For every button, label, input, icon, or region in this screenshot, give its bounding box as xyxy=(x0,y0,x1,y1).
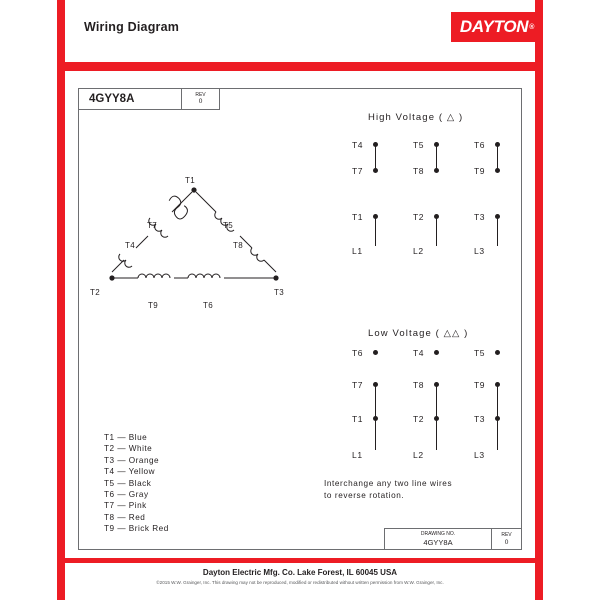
lv-link-t8-t2-l2 xyxy=(436,384,437,450)
legend-item-t3: T3 — Orange xyxy=(104,455,160,465)
hv-link-t3-l3 xyxy=(497,216,498,246)
lv-terminal-t8: T8 xyxy=(413,380,425,390)
hv-line-l2: L2 xyxy=(413,246,424,256)
delta-node-t1: T2 xyxy=(90,288,101,297)
hv-link-t1-l1 xyxy=(375,216,376,246)
hv-terminal-t3: T3 xyxy=(474,212,486,222)
hv-terminal-t5: T5 xyxy=(413,140,425,150)
drawing-number-box xyxy=(384,528,522,550)
hv-terminal-t8: T8 xyxy=(413,166,425,176)
delta-node-t2: T1 xyxy=(185,176,196,185)
part-number-value: 4GYY8A xyxy=(89,93,135,105)
footer-copyright: ©2015 W.W. Grainger, Inc. This drawing may not be reproduced, modified or redistributed without written permission from W.W. Grainger, Inc. xyxy=(156,580,444,585)
part-number-box xyxy=(78,88,220,110)
lv-line-l2: L2 xyxy=(413,450,424,460)
drawing-rev-label: REV xyxy=(501,531,512,538)
low-voltage-title: Low Voltage ( △△ ) xyxy=(368,328,469,339)
legend-item-t5: T5 — Black xyxy=(104,478,152,488)
lv-link-t7-t1-l1 xyxy=(375,384,376,450)
lv-terminal-t3: T3 xyxy=(474,414,486,424)
legend-item-t7: T7 — Pink xyxy=(104,501,147,511)
logo-text: DAYTON xyxy=(459,17,529,36)
left-red-rail xyxy=(57,0,65,600)
lv-terminal-t7: T7 xyxy=(352,380,364,390)
hv-terminal-t9: T9 xyxy=(474,166,486,176)
hv-line-l1: L1 xyxy=(352,246,363,256)
lv-dot-t4 xyxy=(434,350,439,355)
rotation-note-line1: Interchange any two line wires xyxy=(324,479,453,488)
hv-terminal-t6: T6 xyxy=(474,140,486,150)
hv-link-t2-l2 xyxy=(436,216,437,246)
lv-line-l1: L1 xyxy=(352,450,363,460)
lv-terminal-t1: T1 xyxy=(352,414,364,424)
lv-terminal-t5: T5 xyxy=(474,348,486,358)
page-title: Wiring Diagram xyxy=(84,20,180,34)
rev-label: REV xyxy=(195,92,206,98)
drawing-number-rev xyxy=(491,529,521,549)
hv-terminal-t4: T4 xyxy=(352,140,364,150)
delta-coil-t7: T7 xyxy=(147,221,158,230)
delta-node-t3: T3 xyxy=(274,288,285,297)
header-red-bar xyxy=(65,62,535,71)
footer-company: Dayton Electric Mfg. Co. Lake Forest, IL 60045 USA xyxy=(202,568,398,577)
rotation-note xyxy=(324,478,452,501)
lv-dot-t5 xyxy=(495,350,500,355)
lv-terminal-t2: T2 xyxy=(413,414,425,424)
delta-coil-t6: T6 xyxy=(203,301,214,310)
legend-item-t2: T2 — White xyxy=(104,444,153,454)
wire-color-legend xyxy=(104,432,169,535)
hv-line-l3: L3 xyxy=(474,246,485,256)
drawing-number-main xyxy=(385,529,491,549)
delta-coil-t4: T4 xyxy=(125,241,136,250)
dayton-logo xyxy=(451,12,543,42)
lv-dot-t6 xyxy=(373,350,378,355)
legend-item-t6: T6 — Gray xyxy=(104,490,149,500)
delta-coil-t8: T8 xyxy=(233,241,244,250)
legend-item-t1: T1 — Blue xyxy=(104,433,148,442)
hv-link-t5-t8 xyxy=(436,144,437,171)
drawing-number-label: DRAWING NO. xyxy=(420,531,456,537)
rev-value: 0 xyxy=(198,98,203,105)
hv-link-t4-t7 xyxy=(375,144,376,171)
lv-terminal-t6: T6 xyxy=(352,348,364,358)
hv-terminal-t1: T1 xyxy=(352,212,364,222)
hv-link-t6-t9 xyxy=(497,144,498,171)
part-number-rev xyxy=(181,89,219,109)
legend-item-t9: T9 — Brick Red xyxy=(104,524,169,534)
delta-coil-t5: T5 xyxy=(223,221,234,230)
lv-terminal-t9: T9 xyxy=(474,380,486,390)
drawing-number-value: 4GYY8A xyxy=(423,538,453,547)
high-voltage-title: High Voltage ( △ ) xyxy=(368,112,464,123)
rotation-note-line2: to reverse rotation. xyxy=(324,490,405,500)
delta-coil-t9: T9 xyxy=(148,301,159,310)
lv-link-t9-t3-l3 xyxy=(497,384,498,450)
legend-item-t4: T4 — Yellow xyxy=(104,467,156,477)
lv-line-l3: L3 xyxy=(474,450,485,460)
registered-mark-icon: ® xyxy=(529,23,535,31)
right-red-rail xyxy=(535,0,543,600)
drawing-rev-value: 0 xyxy=(504,538,509,546)
legend-item-t8: T8 — Red xyxy=(104,512,146,522)
lv-terminal-t4: T4 xyxy=(413,348,425,358)
hv-terminal-t2: T2 xyxy=(413,212,425,222)
footer-red-bar xyxy=(65,558,535,563)
hv-terminal-t7: T7 xyxy=(352,166,364,176)
